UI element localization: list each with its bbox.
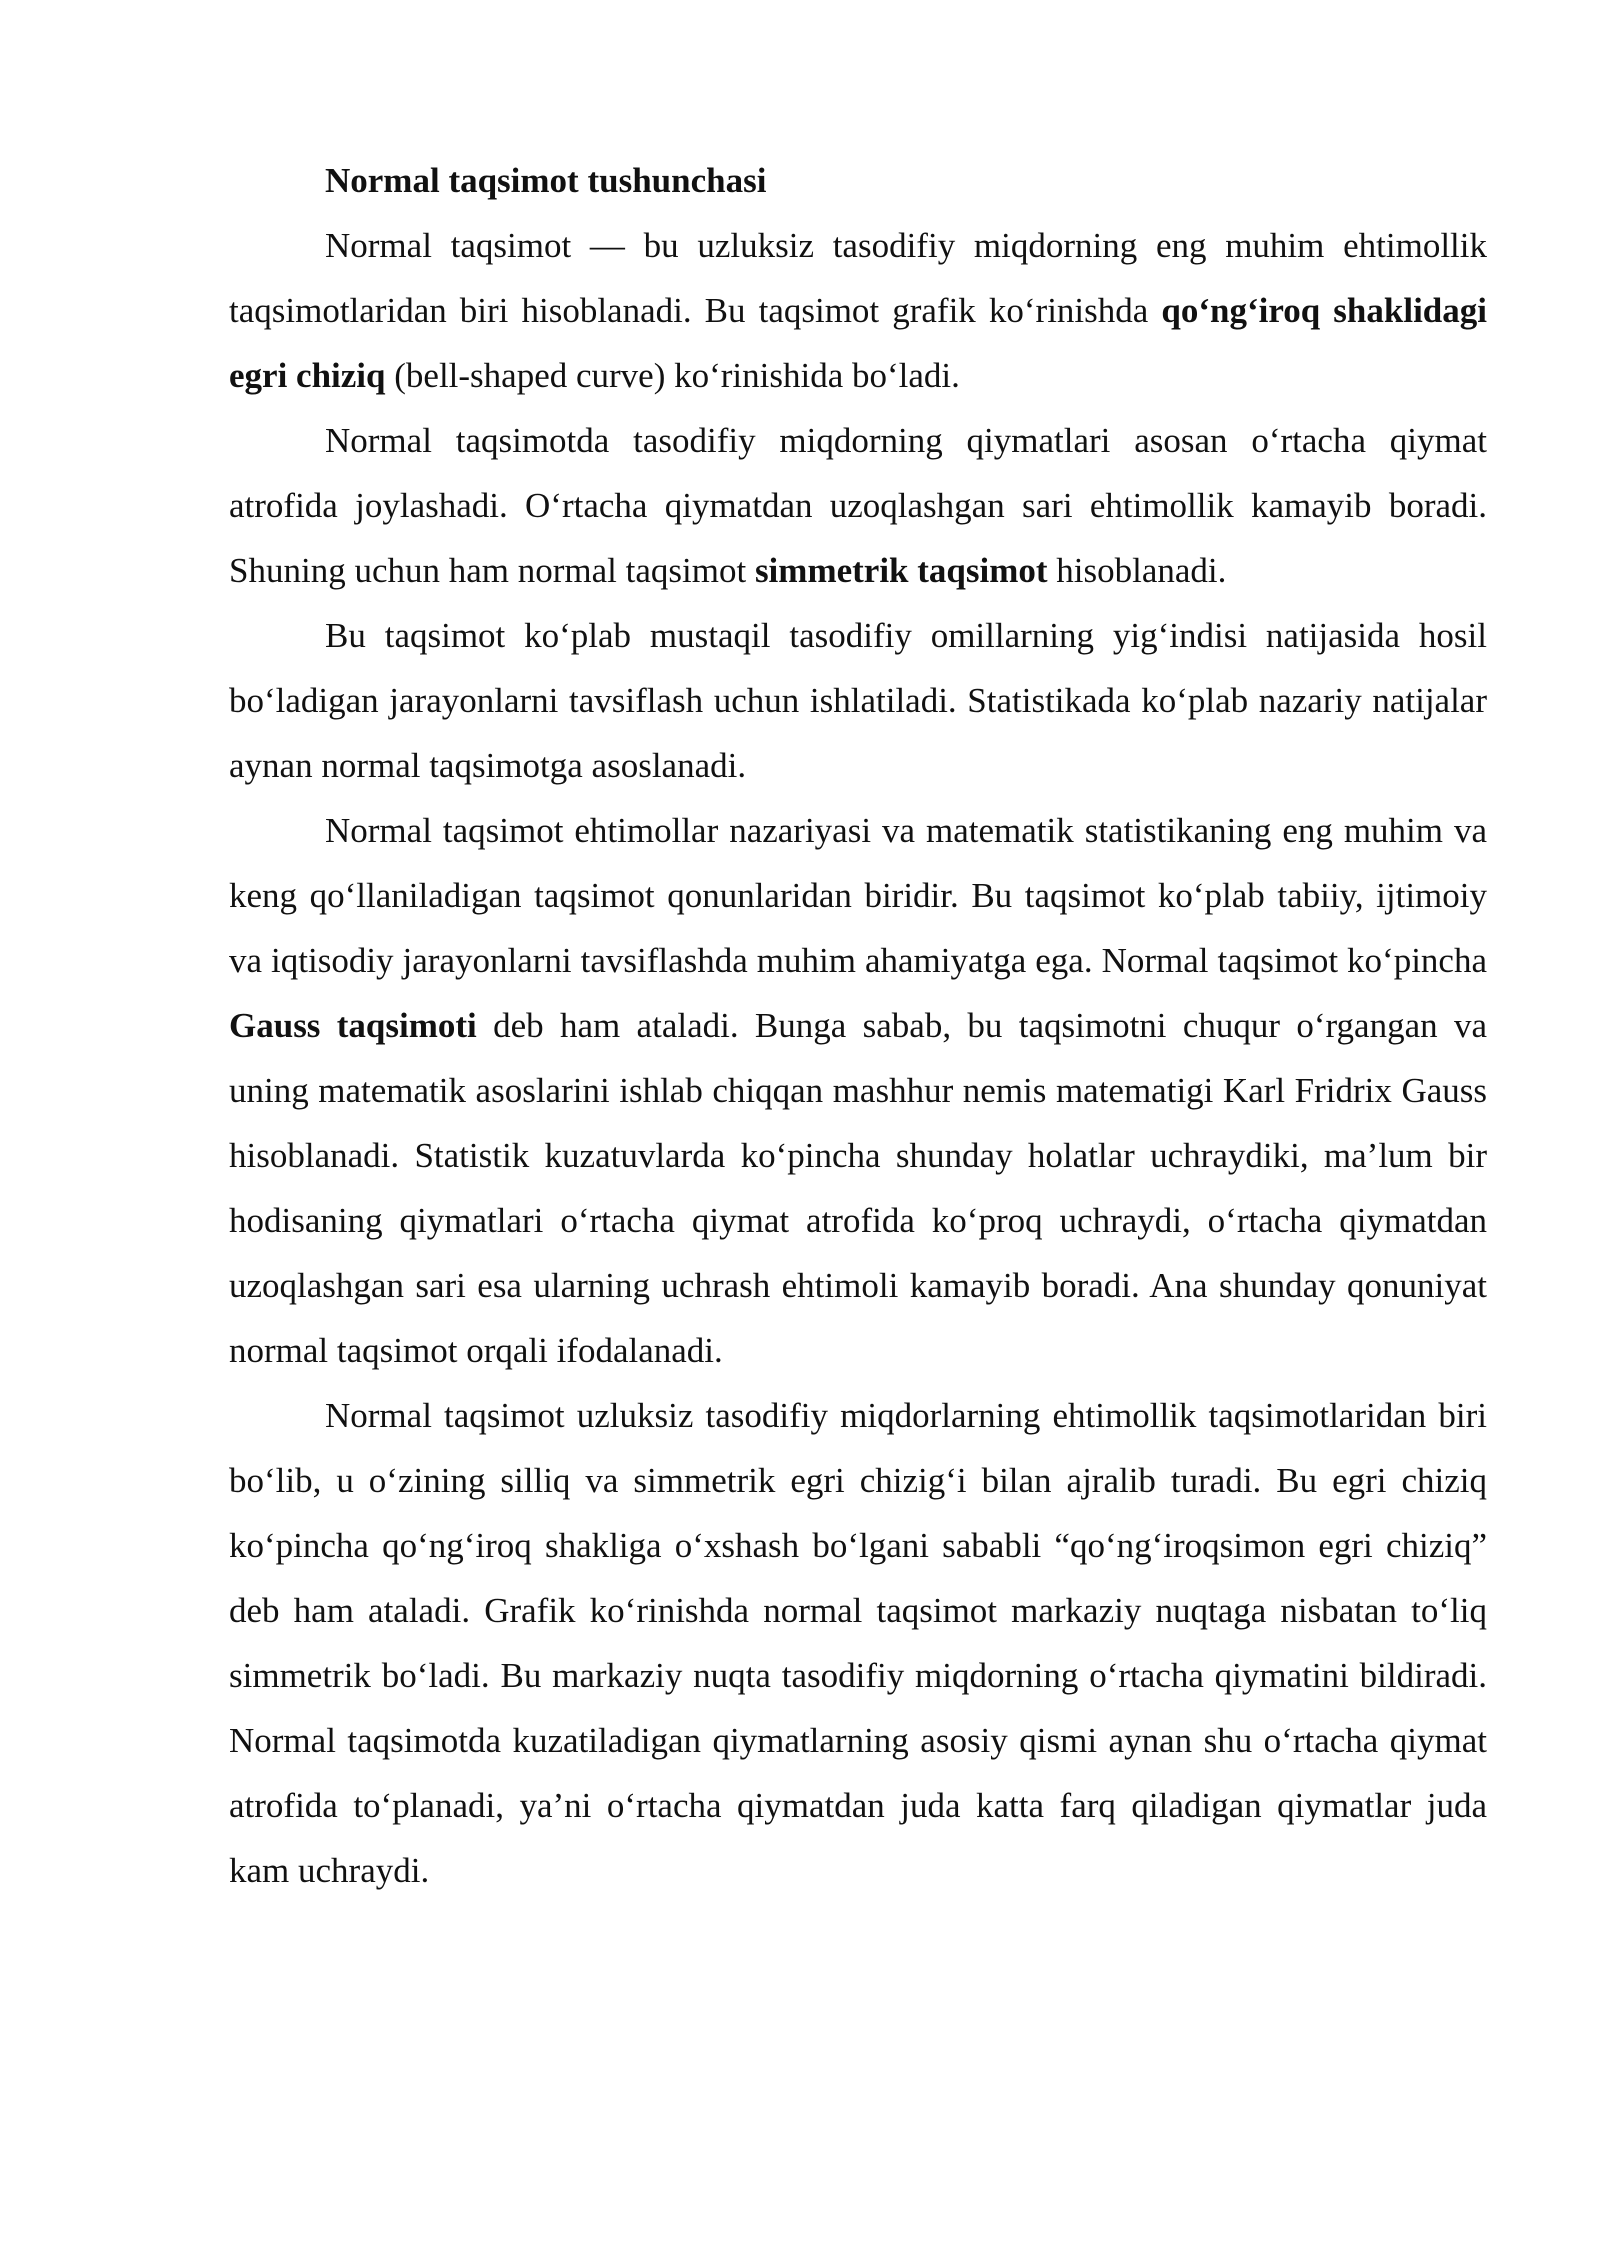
paragraph-4 [229, 798, 1487, 1383]
document-body [229, 148, 1487, 1903]
paragraph-text: Bu taqsimot ko‘plab mustaqil tasodifiy omillarning yig‘indisi natijasida hosil bo‘ladigan jarayonlarni tavsiflash uchun ishlatiladi. Statistikada ko‘plab nazariy natijalar aynan normal taqsimotga asoslanadi. [229, 616, 1487, 785]
paragraph-5 [229, 1383, 1487, 1903]
paragraph-text: Normal taqsimot uzluksiz tasodifiy miqdorlarning ehtimollik taqsimotlaridan biri bo‘lib, u o‘zining silliq va simmetrik egri chizig‘i bilan ajralib turadi. Bu egri chiziq ko‘pincha qo‘ng‘iroq shakliga o‘xshash bo‘lgani sababli “qo‘ng‘iroqsimon egri chiziq” deb ham ataladi. Grafik ko‘rinishda normal taqsimot markaziy nuqtaga nisbatan to‘liq simmetrik bo‘ladi. Bu markaziy nuqta tasodifiy miqdorning o‘rtacha qiymatini bildiradi. Normal taqsimotda kuzatiladigan qiymatlarning asosiy qismi aynan shu o‘rtacha qiymat atrofida to‘planadi, ya’ni o‘rtacha qiymatdan juda katta farq qiladigan qiymatlar juda kam uchraydi. [229, 1396, 1487, 1890]
bold-term: qo‘ng‘iroq shaklidagi egri chiziq [229, 291, 1487, 395]
paragraph-text: Normal taqsimotda tasodifiy miqdorning qiymatlari asosan o‘rtacha qiymat atrofida joylashadi. O‘rtacha qiymatdan uzoqlashgan sari ehtimollik kamayib boradi. Shuning uchun ham normal taqsimot [229, 421, 1487, 590]
paragraph-1 [229, 213, 1487, 408]
bold-term: simmetrik taqsimot [754, 551, 1048, 590]
paragraph-text: deb ham ataladi. Bunga sabab, bu taqsimotni chuqur o‘rgangan va uning matematik asoslarini ishlab chiqqan mashhur nemis matematigi Karl Fridrix Gauss hisoblanadi. Statistik kuzatuvlarda ko‘pincha shunday holatlar uchraydiki, ma’lum bir hodisaning qiymatlari o‘rtacha qiymat atrofida ko‘proq uchraydi, o‘rtacha qiymatdan uzoqlashgan sari esa ularning uchrash ehtimoli kamayib boradi. Ana shunday qonuniyat normal taqsimot orqali ifodalanadi. [229, 1006, 1487, 1370]
paragraph-2 [229, 408, 1487, 603]
paragraph-text: (bell-shaped curve) ko‘rinishida bo‘ladi. [385, 356, 960, 395]
paragraph-text: Normal taqsimot ehtimollar nazariyasi va matematik statistikaning eng muhim va keng qo‘llaniladigan taqsimot qonunlaridan biridir. Bu taqsimot ko‘plab tabiiy, ijtimoiy va iqtisodiy jarayonlarni tavsiflashda muhim ahamiyatga ega. Normal taqsimot ko‘pincha [229, 811, 1487, 980]
paragraph-text: Normal taqsimot — bu uzluksiz tasodifiy miqdorning eng muhim ehtimollik taqsimotlaridan biri hisoblanadi. Bu taqsimot grafik ko‘rinishda [229, 226, 1487, 330]
paragraph-3 [229, 603, 1487, 798]
paragraph-text: hisoblanadi. [1047, 551, 1227, 590]
bold-term: Gauss taqsimoti [229, 1006, 477, 1045]
section-heading: Normal taqsimot tushunchasi [325, 161, 767, 200]
